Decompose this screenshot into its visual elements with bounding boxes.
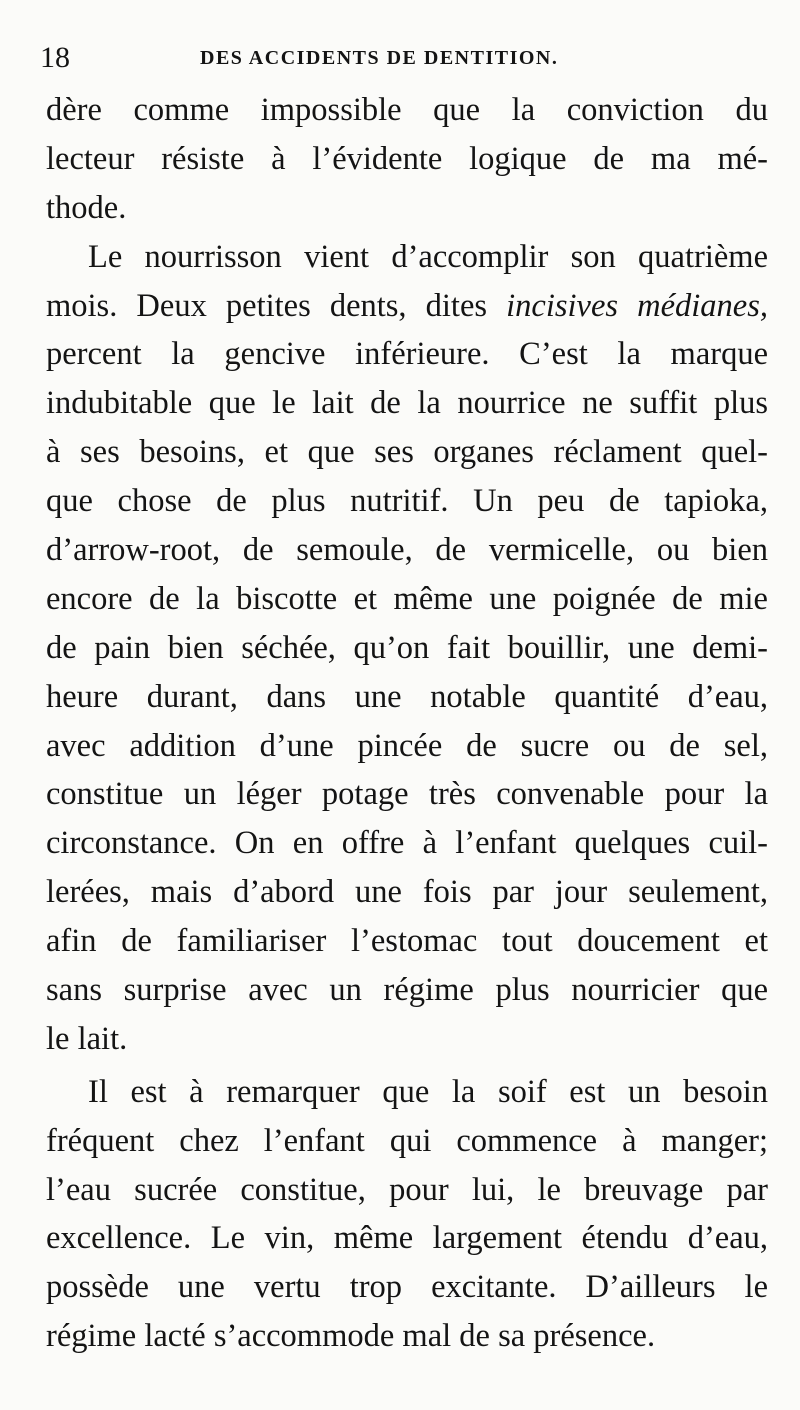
text-line: percent la gencive inférieure. C’est la marque xyxy=(46,336,768,373)
text-line: le lait. xyxy=(46,1020,128,1057)
text-line: sans surprise avec un régime plus nourricier que xyxy=(46,972,768,1009)
text-line: afin de familiariser l’estomac tout doucement et xyxy=(46,923,768,960)
text-line: avec addition d’une pincée de sucre ou de sel, xyxy=(46,727,768,764)
text-line: régime lacté s’accommode mal de sa présence. xyxy=(46,1318,656,1355)
body-text xyxy=(46,86,768,1361)
text-line-with-italic xyxy=(46,282,768,331)
italic-term: incisives médianes, xyxy=(506,287,768,324)
text-line: l’eau sucrée constitue, pour lui, le breuvage par xyxy=(46,1171,768,1208)
text-segment: mois. Deux petites dents, dites xyxy=(46,287,507,324)
page-header xyxy=(40,38,760,78)
text-line: lecteur résiste à l’évidente logique de ma mé- xyxy=(46,140,768,177)
page-number: 18 xyxy=(40,41,70,74)
text-line: lerées, mais d’abord une fois par jour seulement, xyxy=(46,874,768,911)
text-line: excellence. Le vin, même largement étendu d’eau, xyxy=(46,1220,768,1257)
text-line: possède une vertu trop excitante. D’ailleurs le xyxy=(46,1269,768,1306)
text-line: dère comme impossible que la conviction du xyxy=(46,92,768,128)
text-line: thode. xyxy=(46,189,127,226)
text-line: constitue un léger potage très convenable pour la xyxy=(46,776,768,813)
text-line: fréquent chez l’enfant qui commence à manger; xyxy=(46,1122,768,1159)
text-line: Le nourrisson vient d’accomplir son quatrième xyxy=(88,238,768,275)
text-line: de pain bien séchée, qu’on fait bouillir, une demi- xyxy=(46,629,768,666)
text-line: d’arrow-root, de semoule, de vermicelle, ou bien xyxy=(46,532,768,569)
text-line: encore de la biscotte et même une poignée de mie xyxy=(46,580,768,617)
running-head: DES ACCIDENTS DE DENTITION. xyxy=(200,47,559,69)
text-line: à ses besoins, et que ses organes réclament quel- xyxy=(46,434,768,471)
text-line: Il est à remarquer que la soif est un besoin xyxy=(88,1073,768,1110)
text-line: que chose de plus nutritif. Un peu de tapioka, xyxy=(46,483,768,520)
text-line: heure durant, dans une notable quantité d’eau, xyxy=(46,678,768,715)
text-line: indubitable que le lait de la nourrice ne suffit plus xyxy=(46,385,768,422)
text-line: circonstance. On en offre à l’enfant quelques cuil- xyxy=(46,825,768,862)
